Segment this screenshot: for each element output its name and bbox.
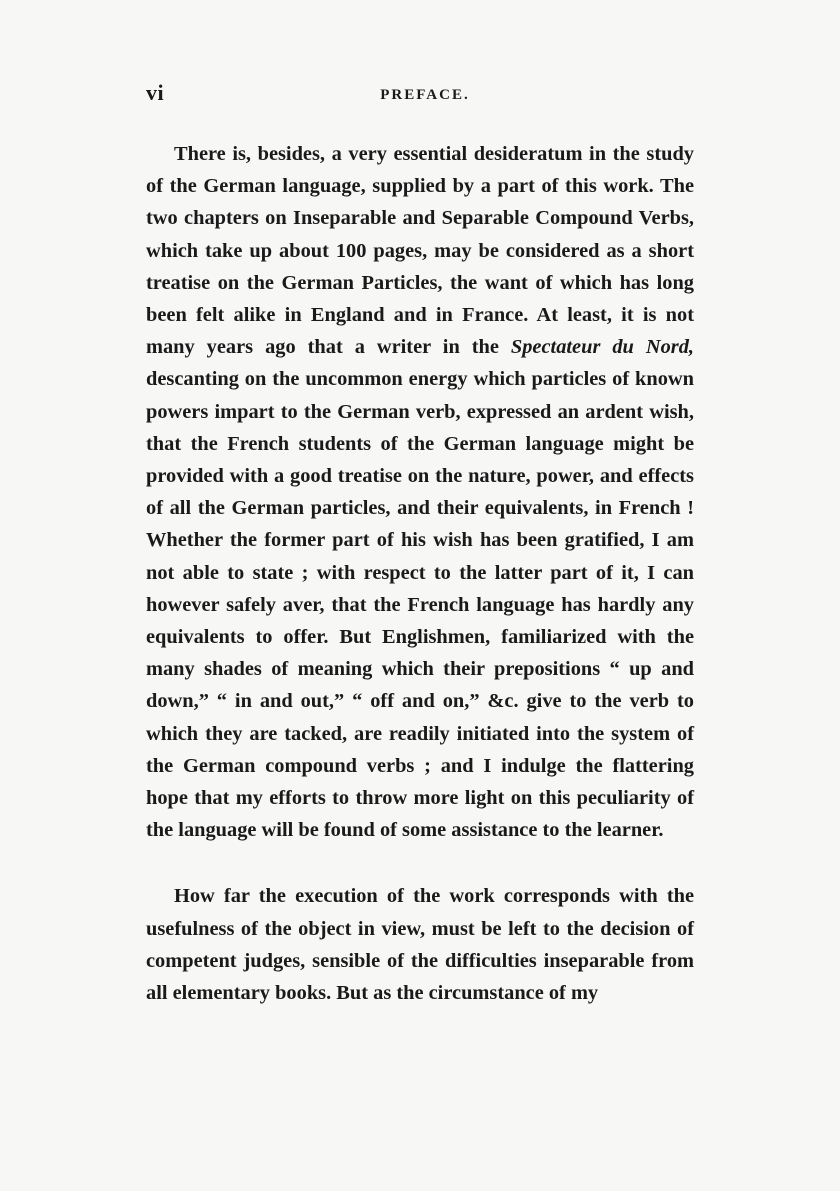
paragraph-1-italic-title: Spectateur du Nord,: [510, 336, 694, 359]
paragraph-2: How far the execution of the work corresponds with the usefulness of the object in view, must be left to the decision of competent judges, sensible of the difficulties inseparable from all elementary books. But as the circumstance of my: [146, 885, 694, 1005]
paragraph-1-part-1: There is, besides, a very essential desideratum in the study of the German language, supplied by a part of this work. The two chapters on Inseparable and Separable Compound Verbs, which take up about 100 pages, may be considered as a short treatise on the German Particles, the want of which has long been felt alike in England and in France. At least, it is not many years ago that a writer in the: [146, 143, 694, 359]
running-head-title: PREFACE.: [380, 87, 470, 103]
paragraph-1: [146, 138, 694, 846]
running-head: [0, 87, 840, 104]
page-number: vi: [146, 80, 165, 105]
paragraph-1-part-2: descanting on the uncommon energy which particles of known powers impart to the German verb, expressed an ardent wish, that the French students of the German language might be provided with a good treatise on the nature, power, and effects of all the German particles, and their equivalents, in French ! Whether the former part of his wish has been gratified, I am not able to state ; with respect to the latter part of it, I can however safely aver, that the French language has hardly any equivalents to offer. But Englishmen, familiarized with the many shades of meaning which their prepositions “ up and down,” “ in and out,” “ off and on,” &c. give to the verb to which they are tacked, are readily initiated into the system of the German compound verbs ; and I indulge the flattering hope that my efforts to throw more light on this peculiarity of the language will be found of some assistance to the learner.: [146, 368, 694, 842]
body-text: [146, 138, 694, 1009]
